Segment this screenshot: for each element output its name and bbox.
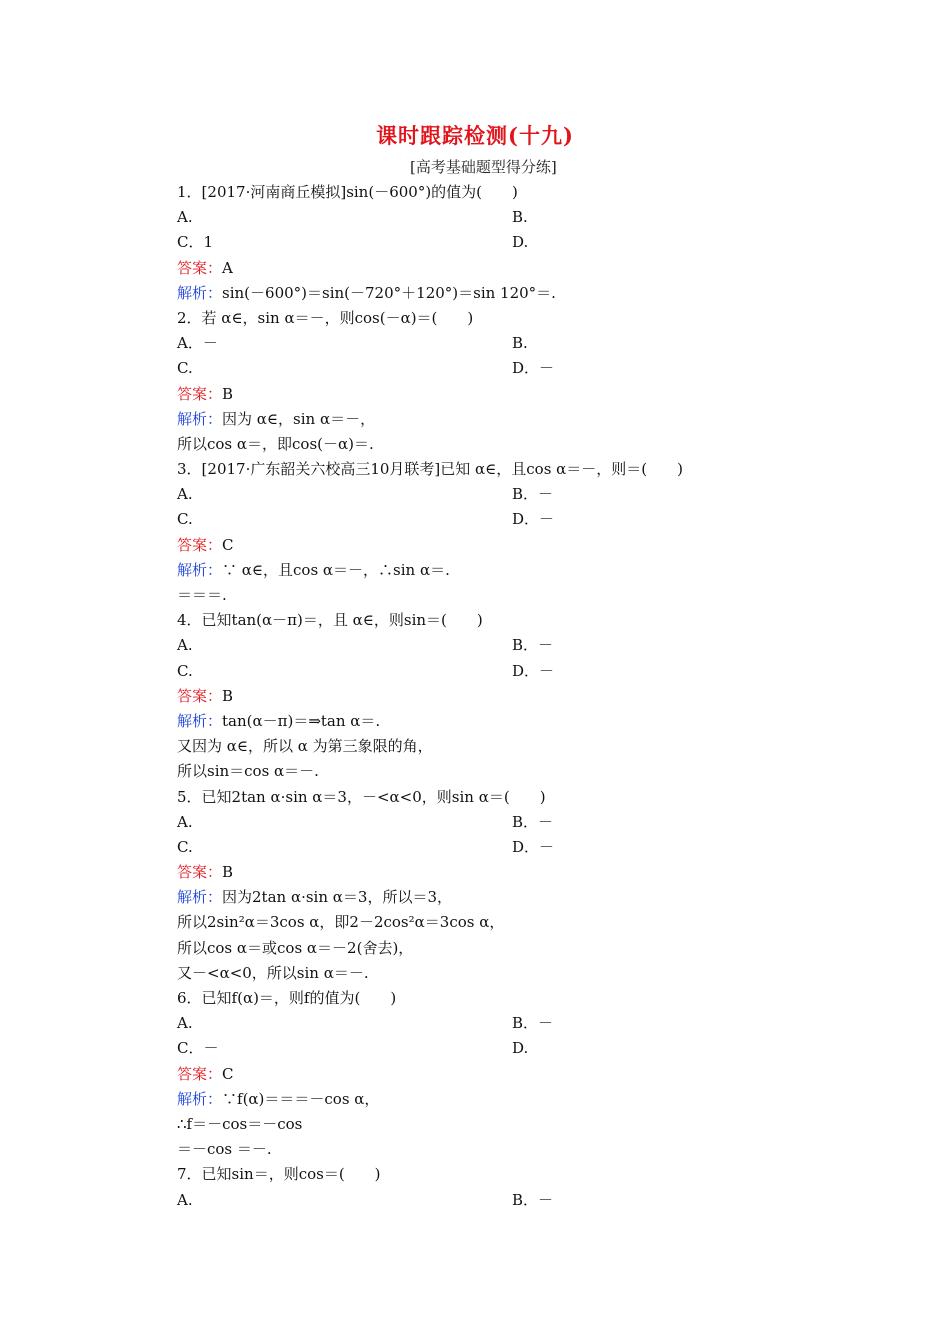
option-row [177,1011,877,1036]
analysis-label: 解析： [177,283,223,302]
option-row [177,482,877,507]
analysis-line [177,281,877,306]
option-right: D．－ [512,359,555,378]
answer-value: A [222,258,233,277]
option-left: A. [177,485,193,504]
option-row [177,835,877,860]
option-row [177,205,877,230]
answer-value: B [222,863,234,882]
analysis-line [177,583,877,608]
analysis-text: 又因为 α∈，所以 α 为第三象限的角， [177,737,433,756]
analysis-text: 因为 α∈，sin α＝－， [222,409,376,428]
option-left: A．－ [177,334,218,353]
option-left: C. [177,359,193,378]
page-subtitle: [高考基础题型得分练] [410,158,557,176]
option-left: C. [177,661,193,680]
answer-label: 答案： [177,1064,223,1083]
answer-label: 答案： [177,863,223,882]
question-stem: 2．若 α∈，sin α＝－，则cos(－α)＝( ) [177,308,474,327]
option-row [177,356,877,381]
question-stem: 6．已知f(α)＝，则f的值为( ) [177,989,397,1007]
option-right: B．－ [512,1190,554,1209]
option-left: A. [177,636,193,655]
option-right: D．－ [512,837,555,856]
analysis-line [177,558,877,583]
answer-line [177,533,877,558]
answer-value: B [222,384,234,403]
analysis-line [177,407,877,432]
analysis-line [177,961,877,986]
option-right: D. [512,233,529,252]
option-row [177,1036,877,1061]
option-right: B. [512,208,528,227]
analysis-text: ＝－cos ＝－. [177,1140,272,1159]
question-stem: 5．已知2tan α·sin α＝3，－<α<0，则sin α＝( ) [177,787,546,806]
option-left: C．1 [177,233,214,252]
analysis-text: 所以cos α＝或cos α＝－2(舍去)， [177,938,414,957]
option-left: A. [177,208,193,227]
answer-value: C [222,1064,234,1083]
analysis-line [177,910,877,935]
question-stem: 1．[2017·河南商丘模拟]sin(－600°)的值为( ) [177,183,518,201]
analysis-line [177,1137,877,1162]
option-left: A. [177,1014,193,1033]
option-row [177,633,877,658]
analysis-text: ＝＝＝. [177,586,227,604]
analysis-text: ∵f(α)＝＝＝－cos α， [222,1089,380,1108]
answer-value: B [222,686,234,705]
answer-line [177,1062,877,1087]
option-row [177,810,877,835]
option-right: B．－ [512,485,554,504]
analysis-label: 解析： [177,1089,223,1108]
question-stem: 3．[2017·广东韶关六校高三10月联考]已知 α∈，且cos α＝－，则＝( ) [177,460,684,479]
option-right: B．－ [512,1014,554,1033]
analysis-text: 因为2tan α·sin α＝3，所以＝3， [222,888,452,907]
analysis-text: ∵ α∈，且cos α＝－，∴sin α＝. [222,560,450,579]
answer-line [177,860,877,885]
option-row [177,230,877,255]
option-left: A. [177,812,193,831]
analysis-line [177,1087,877,1112]
answer-label: 答案： [177,686,223,705]
option-left: C. [177,510,193,529]
question-stem: 4．已知tan(α－π)＝，且 α∈，则sin＝( ) [177,611,483,630]
analysis-text: 所以cos α＝，即cos(－α)＝. [177,434,374,453]
analysis-text: sin(－600°)＝sin(－720°＋120°)＝sin 120°＝. [222,283,556,302]
analysis-line [177,885,877,910]
analysis-text: tan(α－π)＝⇒tan α＝. [222,711,381,730]
answer-label: 答案： [177,258,223,277]
answer-line [177,256,877,281]
analysis-label: 解析： [177,560,223,579]
analysis-text: 所以2sin²α＝3cos α，即2－2cos²α＝3cos α， [177,913,505,932]
option-row [177,659,877,684]
option-right: B．－ [512,812,554,831]
option-right: D．－ [512,510,555,529]
answer-value: C [222,535,234,554]
option-right: B. [512,334,528,353]
page-title: 课时跟踪检测(十九) [376,123,574,148]
analysis-line [177,1112,877,1137]
option-row [177,1188,877,1213]
answer-line [177,382,877,407]
option-row [177,331,877,356]
answer-label: 答案： [177,384,223,403]
option-left: C．－ [177,1039,219,1058]
option-row [177,507,877,532]
analysis-label: 解析： [177,711,223,730]
analysis-line [177,936,877,961]
answer-line [177,684,877,709]
analysis-label: 解析： [177,409,223,428]
question-list [177,180,877,1213]
analysis-text: ∴f＝－cos＝－cos [177,1114,303,1133]
analysis-line [177,734,877,759]
analysis-label: 解析： [177,888,223,907]
option-right: D. [512,1039,529,1058]
option-left: A. [177,1190,193,1209]
answer-label: 答案： [177,535,223,554]
analysis-line [177,432,877,457]
option-left: C. [177,837,193,856]
analysis-text: 所以sin＝cos α＝－. [177,762,319,781]
option-right: D．－ [512,661,555,680]
question-stem: 7．已知sin＝，则cos＝( ) [177,1165,381,1184]
option-right: B．－ [512,636,554,655]
analysis-text: 又－<α<0，所以sin α＝－. [177,963,369,982]
analysis-line [177,759,877,784]
analysis-line [177,709,877,734]
